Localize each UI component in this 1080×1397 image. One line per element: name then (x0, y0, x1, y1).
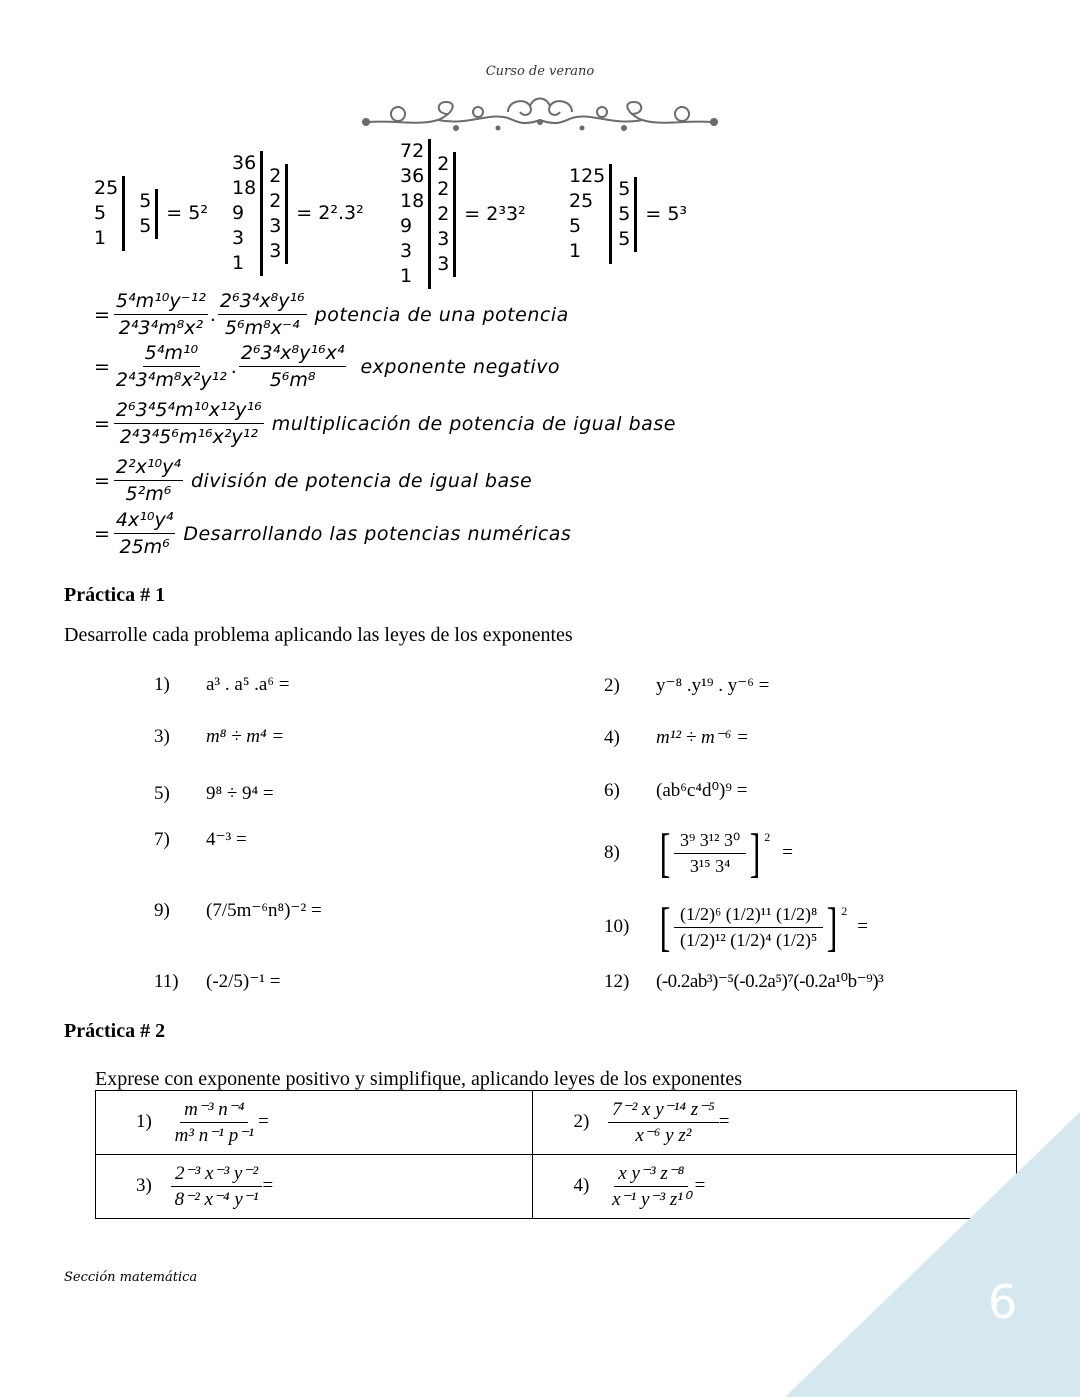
step-note: división de potencia de igual base (190, 469, 533, 492)
fac-right-value: 3 (269, 214, 282, 237)
fraction (114, 341, 229, 392)
fac-right-value: 2 (437, 152, 450, 175)
step-3 (94, 398, 676, 449)
numerator: 3⁹ 3¹² 3⁰ (674, 830, 746, 854)
fac-left-value: 36 (232, 152, 257, 174)
numerator: x y⁻³ z⁻⁸ (614, 1162, 688, 1187)
denominator: (1/2)¹² (1/2)⁴ (1/2)⁵ (679, 929, 818, 950)
problem-expression: (-2/5)⁻¹ = (206, 971, 281, 992)
fraction (239, 341, 347, 392)
step-4 (94, 455, 532, 506)
numerator: 2⁶3⁴5⁴m¹⁰x¹²y¹⁶ (114, 398, 264, 424)
fraction (674, 830, 746, 877)
denominator: 3¹⁵ 3⁴ (689, 855, 731, 876)
multiply-dot: . (230, 355, 237, 378)
power: 2 (764, 830, 771, 844)
problem-expression: m¹² ÷ m⁻⁶ = (656, 727, 749, 748)
equals-sign: = (94, 469, 110, 492)
equals-sign: = (94, 522, 110, 545)
problem-number: 6) (604, 779, 620, 801)
numerator: 4x¹⁰y⁴ (114, 508, 175, 534)
fraction (608, 1162, 695, 1211)
step-note: exponente negativo (360, 355, 561, 378)
numerator: m⁻³ n⁻⁴ (180, 1098, 248, 1123)
practica-2-instruction: Exprese con exponente positivo y simplifique, aplicando leyes de los exponentes (95, 1068, 743, 1090)
fac-right-value: 5 (618, 227, 631, 250)
fac-left-value: 5 (94, 202, 107, 224)
fac-result: = 5² (166, 202, 208, 224)
step-1 (94, 289, 569, 340)
fac-left-value: 9 (232, 202, 245, 224)
fac-result: = 2³3² (464, 202, 526, 225)
denominator: 5²m⁶ (125, 483, 172, 505)
fac-right-value: 5 (139, 214, 152, 237)
denominator: 2⁴3⁴m⁸x² (118, 317, 204, 339)
fac-right-value: 2 (437, 202, 450, 225)
fac-left-value: 3 (232, 227, 245, 249)
fac-right-value: 3 (437, 252, 450, 275)
fac-left-value: 5 (569, 215, 582, 237)
fac-right-value: 2 (269, 189, 282, 212)
fac-result: = 5³ (645, 202, 688, 225)
fac-result: = 2².3² (296, 202, 364, 224)
fac-left-value: 1 (569, 240, 582, 262)
bracket-expression (656, 823, 771, 883)
equals-sign: = (718, 1110, 730, 1132)
left-bracket-icon: [ (659, 823, 671, 883)
equals-sign: = (694, 1174, 706, 1196)
fraction (674, 904, 823, 951)
denominator: 2⁴3⁴5⁶m¹⁶x²y¹² (119, 426, 258, 448)
fac-left-value: 25 (94, 177, 119, 199)
practica-1-title: Práctica # 1 (64, 584, 166, 606)
denominator: 25m⁶ (119, 536, 170, 558)
step-note: potencia de una potencia (314, 303, 569, 326)
fraction (114, 398, 264, 449)
fac-right-value: 5 (618, 177, 631, 200)
power: 2 (841, 904, 848, 918)
problem-5 (154, 783, 274, 805)
problem-expression: y⁻⁸ .y¹⁹ . y⁻⁶ = (656, 675, 770, 696)
practica-1-instruction: Desarrolle cada problema aplicando las leyes de los exponentes (64, 624, 573, 646)
decorative-ornament (358, 92, 722, 138)
problem-number: 3) (154, 726, 170, 747)
fac-right-value: 5 (618, 202, 631, 225)
denominator: 5⁶m⁸ (269, 369, 316, 391)
fac-left-value: 1 (232, 252, 245, 274)
numerator: 2²x¹⁰y⁴ (114, 455, 183, 481)
problem-number: 2) (573, 1110, 590, 1132)
step-note: multiplicación de potencia de igual base (271, 412, 676, 435)
problem-number: 2) (604, 674, 620, 696)
problem-expression: 9⁸ ÷ 9⁴ = (206, 783, 274, 804)
fac-right-value: 3 (269, 239, 282, 262)
denominator: m³ n⁻¹ p⁻¹ (174, 1125, 254, 1146)
fraction (114, 455, 183, 506)
equals-sign: = (262, 1174, 274, 1196)
problem-number: 1) (154, 674, 170, 695)
practica-2-title: Práctica # 2 (64, 1020, 166, 1042)
footer-section: Sección matemática (64, 1270, 198, 1285)
problem-7 (154, 828, 247, 851)
factorization-36 (232, 151, 364, 276)
fraction (114, 289, 208, 340)
problem-9 (154, 899, 322, 922)
problem-number: 8) (604, 842, 620, 863)
fraction (608, 1098, 719, 1147)
problem-number: 10) (604, 916, 630, 937)
fac-left-value: 9 (400, 215, 413, 237)
step-5 (94, 508, 571, 559)
denominator: x⁻⁶ y z² (635, 1125, 692, 1146)
problem-number: 11) (154, 970, 179, 992)
fac-right-value: 5 (139, 189, 152, 212)
table-cell (96, 1155, 533, 1219)
fac-right-value: 3 (437, 227, 450, 250)
right-bracket-icon: ] (826, 897, 838, 957)
problem-6 (604, 779, 747, 802)
fac-left-value: 1 (94, 227, 107, 249)
problem-8 (604, 823, 793, 883)
problem-expression: a³ . a⁵ .a⁶ = (206, 674, 290, 695)
corner-decoration (785, 1112, 1080, 1397)
problem-number: 5) (154, 783, 170, 804)
problem-expression: (-0.2ab³)⁻⁵(-0.2a⁵)⁷(-0.2a¹⁰b⁻⁹)³ (656, 971, 884, 992)
fac-left-value: 25 (569, 190, 594, 212)
fac-left-value: 18 (232, 177, 257, 199)
equals-sign: = (857, 916, 868, 937)
problem-expression: (7/5m⁻⁶n⁸)⁻² = (206, 900, 322, 921)
numerator: (1/2)⁶ (1/2)¹¹ (1/2)⁸ (674, 904, 823, 928)
fac-left-value: 1 (400, 265, 413, 287)
problem-number: 9) (154, 899, 170, 921)
left-bracket-icon: [ (659, 897, 671, 957)
equals-sign: = (94, 355, 110, 378)
problem-3 (154, 726, 284, 748)
numerator: 7⁻² x y⁻¹⁴ z⁻⁵ (608, 1098, 719, 1123)
equals-sign: = (257, 1110, 269, 1132)
equals-sign: = (94, 412, 110, 435)
right-bracket-icon: ] (749, 823, 761, 883)
problem-number: 1) (136, 1110, 152, 1132)
problem-1 (154, 674, 289, 696)
problem-expression: (ab⁶c⁴d⁰)⁹ = (656, 780, 748, 801)
bracket-expression (656, 897, 848, 957)
numerator: 5⁴m¹⁰y⁻¹² (114, 289, 208, 315)
fac-left-value: 72 (400, 140, 425, 162)
denominator: 2⁴3⁴m⁸x²y¹² (115, 369, 227, 391)
problem-11 (154, 970, 280, 993)
factorization-25 (94, 176, 208, 251)
problem-4 (604, 726, 749, 749)
step-2 (94, 341, 560, 392)
multiply-dot: . (209, 303, 216, 326)
problem-10 (604, 897, 868, 957)
numerator: 2⁶3⁴x⁸y¹⁶x⁴ (239, 341, 347, 367)
problem-number: 4) (573, 1174, 590, 1196)
fac-right-value: 2 (437, 177, 450, 200)
numerator: 2⁻³ x⁻³ y⁻² (171, 1162, 262, 1187)
header-title: Curso de verano (485, 64, 595, 79)
fraction (218, 289, 307, 340)
fraction (171, 1098, 258, 1147)
fac-left-value: 18 (400, 190, 425, 212)
problem-number: 4) (604, 726, 620, 748)
denominator: 5⁶m⁸x⁻⁴ (224, 317, 300, 339)
numerator: 5⁴m¹⁰ (143, 341, 200, 367)
factorization-72 (400, 139, 526, 289)
fac-left-value: 36 (400, 165, 425, 187)
problem-expression: m⁸ ÷ m⁴ = (206, 726, 285, 747)
table-cell (96, 1091, 533, 1155)
step-note: Desarrollando las potencias numéricas (183, 522, 572, 545)
fraction (171, 1162, 263, 1211)
factorization-125 (569, 164, 687, 264)
fraction (114, 508, 175, 559)
equals-sign: = (94, 303, 110, 326)
denominator: x⁻¹ y⁻³ z¹⁰ (612, 1189, 691, 1210)
problem-number: 3) (136, 1174, 152, 1196)
problem-number: 7) (154, 828, 170, 850)
problem-expression: 4⁻³ = (206, 829, 247, 850)
problem-12 (604, 970, 883, 993)
page-number: 6 (988, 1275, 1018, 1329)
fac-left-value: 3 (400, 240, 413, 262)
problem-number: 12) (604, 970, 630, 992)
equals-sign: = (782, 842, 793, 863)
fac-left-value: 125 (569, 165, 606, 187)
denominator: 8⁻² x⁻⁴ y⁻¹ (174, 1189, 259, 1210)
problem-2 (604, 674, 769, 697)
numerator: 2⁶3⁴x⁸y¹⁶ (218, 289, 307, 315)
fac-right-value: 2 (269, 164, 282, 187)
